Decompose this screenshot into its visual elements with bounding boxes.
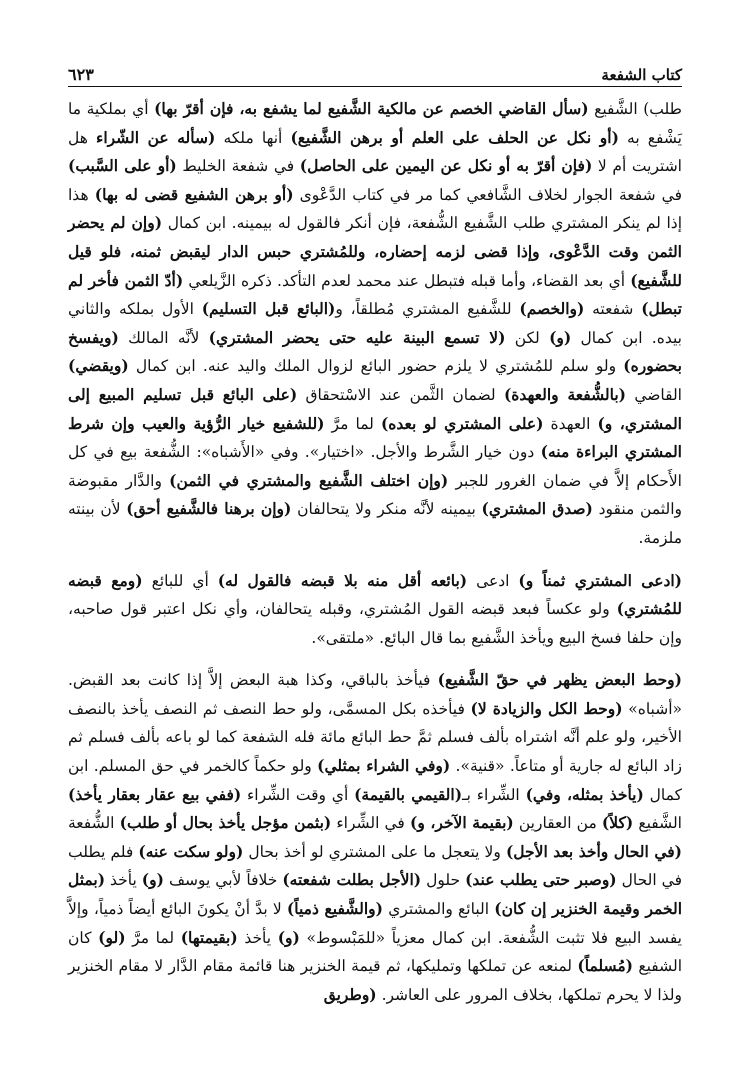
matn-text: (ويقضي) (68, 356, 129, 376)
sharh-text: لما مرَّ (324, 414, 381, 433)
sharh-text: أي للبائع (142, 571, 218, 590)
matn-text: (ادعى المشتري ثمناً و) (518, 570, 683, 590)
matn-text: (بثمن مؤجل يأخذ بحال أو طلب) (119, 813, 332, 833)
sharh-text: ولو سلم للمُشتري لا يلزم حضور البائع لزوال الملك واليد عنه. ابن كمال (128, 357, 624, 376)
sharh-text: يأخذ (105, 871, 142, 890)
sharh-text: طلب) الشَّفيع (588, 100, 682, 118)
sharh-text: أي وقت الشِّراء (241, 785, 355, 804)
matn-text: (سأله عن الشّراء (96, 127, 216, 147)
sharh-text: لأن بينته ملزمة. (68, 500, 682, 547)
paragraph (68, 95, 682, 553)
matn-text: (بالشُّفعة والعهدة) (503, 384, 626, 404)
matn-text: (أدّ الثمن فأخر لم تبطل) (68, 270, 682, 319)
sharh-text: الشَّفيع (633, 814, 682, 833)
sharh-text: القاضي (626, 385, 682, 404)
matn-text: (أو على السَّبب) (68, 156, 177, 176)
matn-text: (وحط الكل والزيادة لا) (470, 698, 623, 718)
sharh-text: فيأخذ بالباقي، وكذا هبة البعض إلاَّ إذا كانت بعد القبض. «أشباه» (68, 671, 682, 718)
sharh-text: لما مرَّ (125, 928, 181, 947)
sharh-text: ولو حكماً كالخمر في حق المسلم. ابن كمال (68, 757, 682, 804)
page-number: ٦٢٣ (68, 65, 94, 84)
matn-text: (وحط البعض يظهر في حقّ الشَّفيع) (437, 670, 682, 690)
sharh-text: بيمينه لأنَّه منكر ولا يتحالفان (291, 500, 482, 519)
matn-text: (و) (141, 870, 164, 890)
matn-text: (الأجل بطلت شفعته) (282, 870, 422, 890)
body-text (68, 95, 682, 1009)
matn-text: (البائع قبل التسليم) (201, 299, 336, 319)
sharh-text: خلافاً لأبي يوسف (163, 871, 283, 890)
sharh-text: للشَّفيع المشتري مُطلقاً، و (335, 300, 520, 319)
matn-text: (و) (277, 927, 300, 947)
matn-text: (سأل القاضي الخصم عن مالكية الشَّفيع لما يشفع به، فإن أقرّ بها) (154, 99, 589, 118)
sharh-text: ادعى (467, 571, 519, 590)
book-title: كتاب الشفعة (601, 66, 682, 84)
book-page (68, 62, 682, 1009)
matn-text: (وطريق (323, 984, 377, 1004)
sharh-text: في الشِّراء (331, 814, 410, 833)
running-header (68, 62, 682, 87)
sharh-text: كان الشفيع (68, 928, 683, 976)
matn-text: (وإن لم يحضر الثمن وقت الدَّعْوى، وإذا قضى لزمه إحضاره، وللمُشتري حبس الدار ليقبض ثمنه، فلو قيل للشَّفيع) (68, 213, 682, 290)
paragraph (68, 567, 682, 653)
matn-text: (وفي الشراء بمثلي) (317, 756, 451, 776)
sharh-text: ولا يتعجل ما على المشتري لو أخذ بحال (243, 842, 506, 861)
matn-text: (ويفسخ بحضوره) (68, 327, 682, 376)
sharh-text: دون خيار الشَّرط والأجل. «اختيار». وفي «الأَشباه»: الشُّفعة بيع في كل الأَحكام إلاَّ في ضمان الغرور للجبر (68, 443, 682, 490)
sharh-text: الشُّفعة (68, 814, 120, 833)
sharh-text: الشِّراء بـ (462, 785, 526, 804)
matn-text: (يأخذ بمثله، وفي) (525, 784, 644, 804)
matn-text: (كلاً) (601, 813, 634, 833)
matn-text: (في الحال وأخذ بعد الأجل) (505, 841, 682, 861)
sharh-text: العهدة (543, 414, 598, 433)
sharh-text: أي بملكية ما يَشْفع به (68, 100, 682, 147)
matn-text: (بقيمتها) (180, 927, 238, 947)
matn-text: (على البائع قبل تسليم المبيع إلى المشتري، و) (68, 384, 682, 433)
sharh-text: لمنعه عن تملكها وتمليكها، ثم قيمة الخنزير هنا قائمة مقام الدَّار لا مقام الخنزير ولذا لا يحرم تملكها، بخلاف المرور على العاشر. (68, 957, 682, 1004)
sharh-text: هل اشتريت أم لا (68, 128, 682, 176)
matn-text: (على المشتري لو بعده) (380, 413, 544, 433)
sharh-text: فلم يطلب في الحال (68, 842, 683, 890)
sharh-text: لأنَّه المالك (118, 328, 209, 347)
sharh-text: ولو عكساً فبعد قبضه القول المُشتري، وقبله يتحالفان، وأي نكل اعتبر قول صاحبه، وإن حلفا فسخ البيع ويأخذ الشَّفيع بما قال البائع. «ملتقى». (68, 600, 682, 647)
matn-text: (ولو سكت عنه) (138, 841, 244, 861)
matn-text: (أو برهن الشفيع قضى له بها) (94, 184, 294, 204)
matn-text: (و) (549, 327, 572, 347)
matn-text: (وإن برهنا فالشَّفيع أحق) (126, 499, 292, 519)
matn-text: (للشفيع خيار الرُّؤية والعيب وإن شرط المشتري البراءة منه) (68, 413, 682, 462)
matn-text: (بقيمة الآخر، و) (409, 813, 514, 833)
matn-text: (بائعه أقل منه بلا قبضه فالقول له) (217, 570, 468, 590)
sharh-text: لكن (505, 328, 550, 347)
matn-text: (ومع قبضه للمُشتري) (68, 570, 682, 619)
sharh-text: هذا إذا لم ينكر المشتري طلب الشَّفيع الشُّفعة، فإن أنكر فالقول له بيمينه. ابن كمال (68, 185, 682, 233)
sharh-text: في شفعة الخليط (176, 157, 300, 176)
matn-text: (ففي بيع عقار بعقار يأخذ) (68, 784, 242, 804)
sharh-text: والدَّار مقبوضة والثمن منقود (68, 471, 682, 519)
matn-text: (لو) (98, 927, 126, 947)
matn-text: (بمثل الخمر وقيمة الخنزير إن كان) (68, 870, 682, 919)
matn-text: (مُسلماً) (577, 956, 634, 976)
matn-text: (أو نكل عن الحلف على العلم أو برهن الشَّفيع) (290, 127, 619, 147)
sharh-text: شفعته (584, 300, 642, 319)
sharh-text: أنها ملكه (215, 128, 291, 147)
sharh-text: البائع والمشتري (382, 900, 495, 919)
sharh-text: يأخذ (237, 928, 278, 947)
sharh-text: لضمان الثَّمن عند الاسْتحقاق (297, 385, 504, 404)
matn-text: (لا تسمع البينة عليه حتى يحضر المشتري) (208, 327, 506, 347)
sharh-text: في شفعة الجوار لخلاف الشَّافعي كما مر في كتاب الدَّعْوى (293, 185, 682, 204)
matn-text: (فإن أقرّ به أو نكل عن اليمين على الحاصل) (299, 156, 593, 176)
matn-text: (والخصم) (519, 299, 585, 319)
sharh-text: الأول بملكه والثاني بيده. ابن كمال (68, 300, 682, 347)
matn-text: (والشَّفيع ذمياً) (286, 899, 383, 919)
sharh-text: فيأخذه بكل المسمَّى، ولو حط النصف ثم النصف يأخذ بالنصف الأخير، ولو علم أنَّه اشتراه بألف فسلم ثمَّ حط البائع مائة فله الشفعة كما لو باعه بألف فسلم ثم زاد البائع له جارية أو متاعاً. «قنية». (68, 699, 683, 776)
sharh-text: حلول (421, 871, 466, 890)
matn-text: (وإن اختلف الشَّفيع والمشتري في الثمن) (169, 470, 449, 490)
sharh-text: من العقارين (513, 814, 602, 833)
matn-text: (صدق المشتري) (481, 499, 593, 519)
matn-text: (القيمي بالقيمة) (354, 784, 463, 804)
sharh-text: لا بدَّ أنْ يكونَ البائع أيضاً ذمياً، وإلاَّ يفسد البيع فلا تثبت الشُّفعة. ابن كمال معزياً «للمَبْسوط» (68, 900, 682, 947)
matn-text: (وصبر حتى يطلب عند) (465, 870, 617, 890)
paragraph (68, 666, 682, 1009)
sharh-text: أي بعد القضاء، وأما قبله فتبطل عند محمد لعدم التأكد. ذكره الزَّيلعي (183, 271, 631, 290)
